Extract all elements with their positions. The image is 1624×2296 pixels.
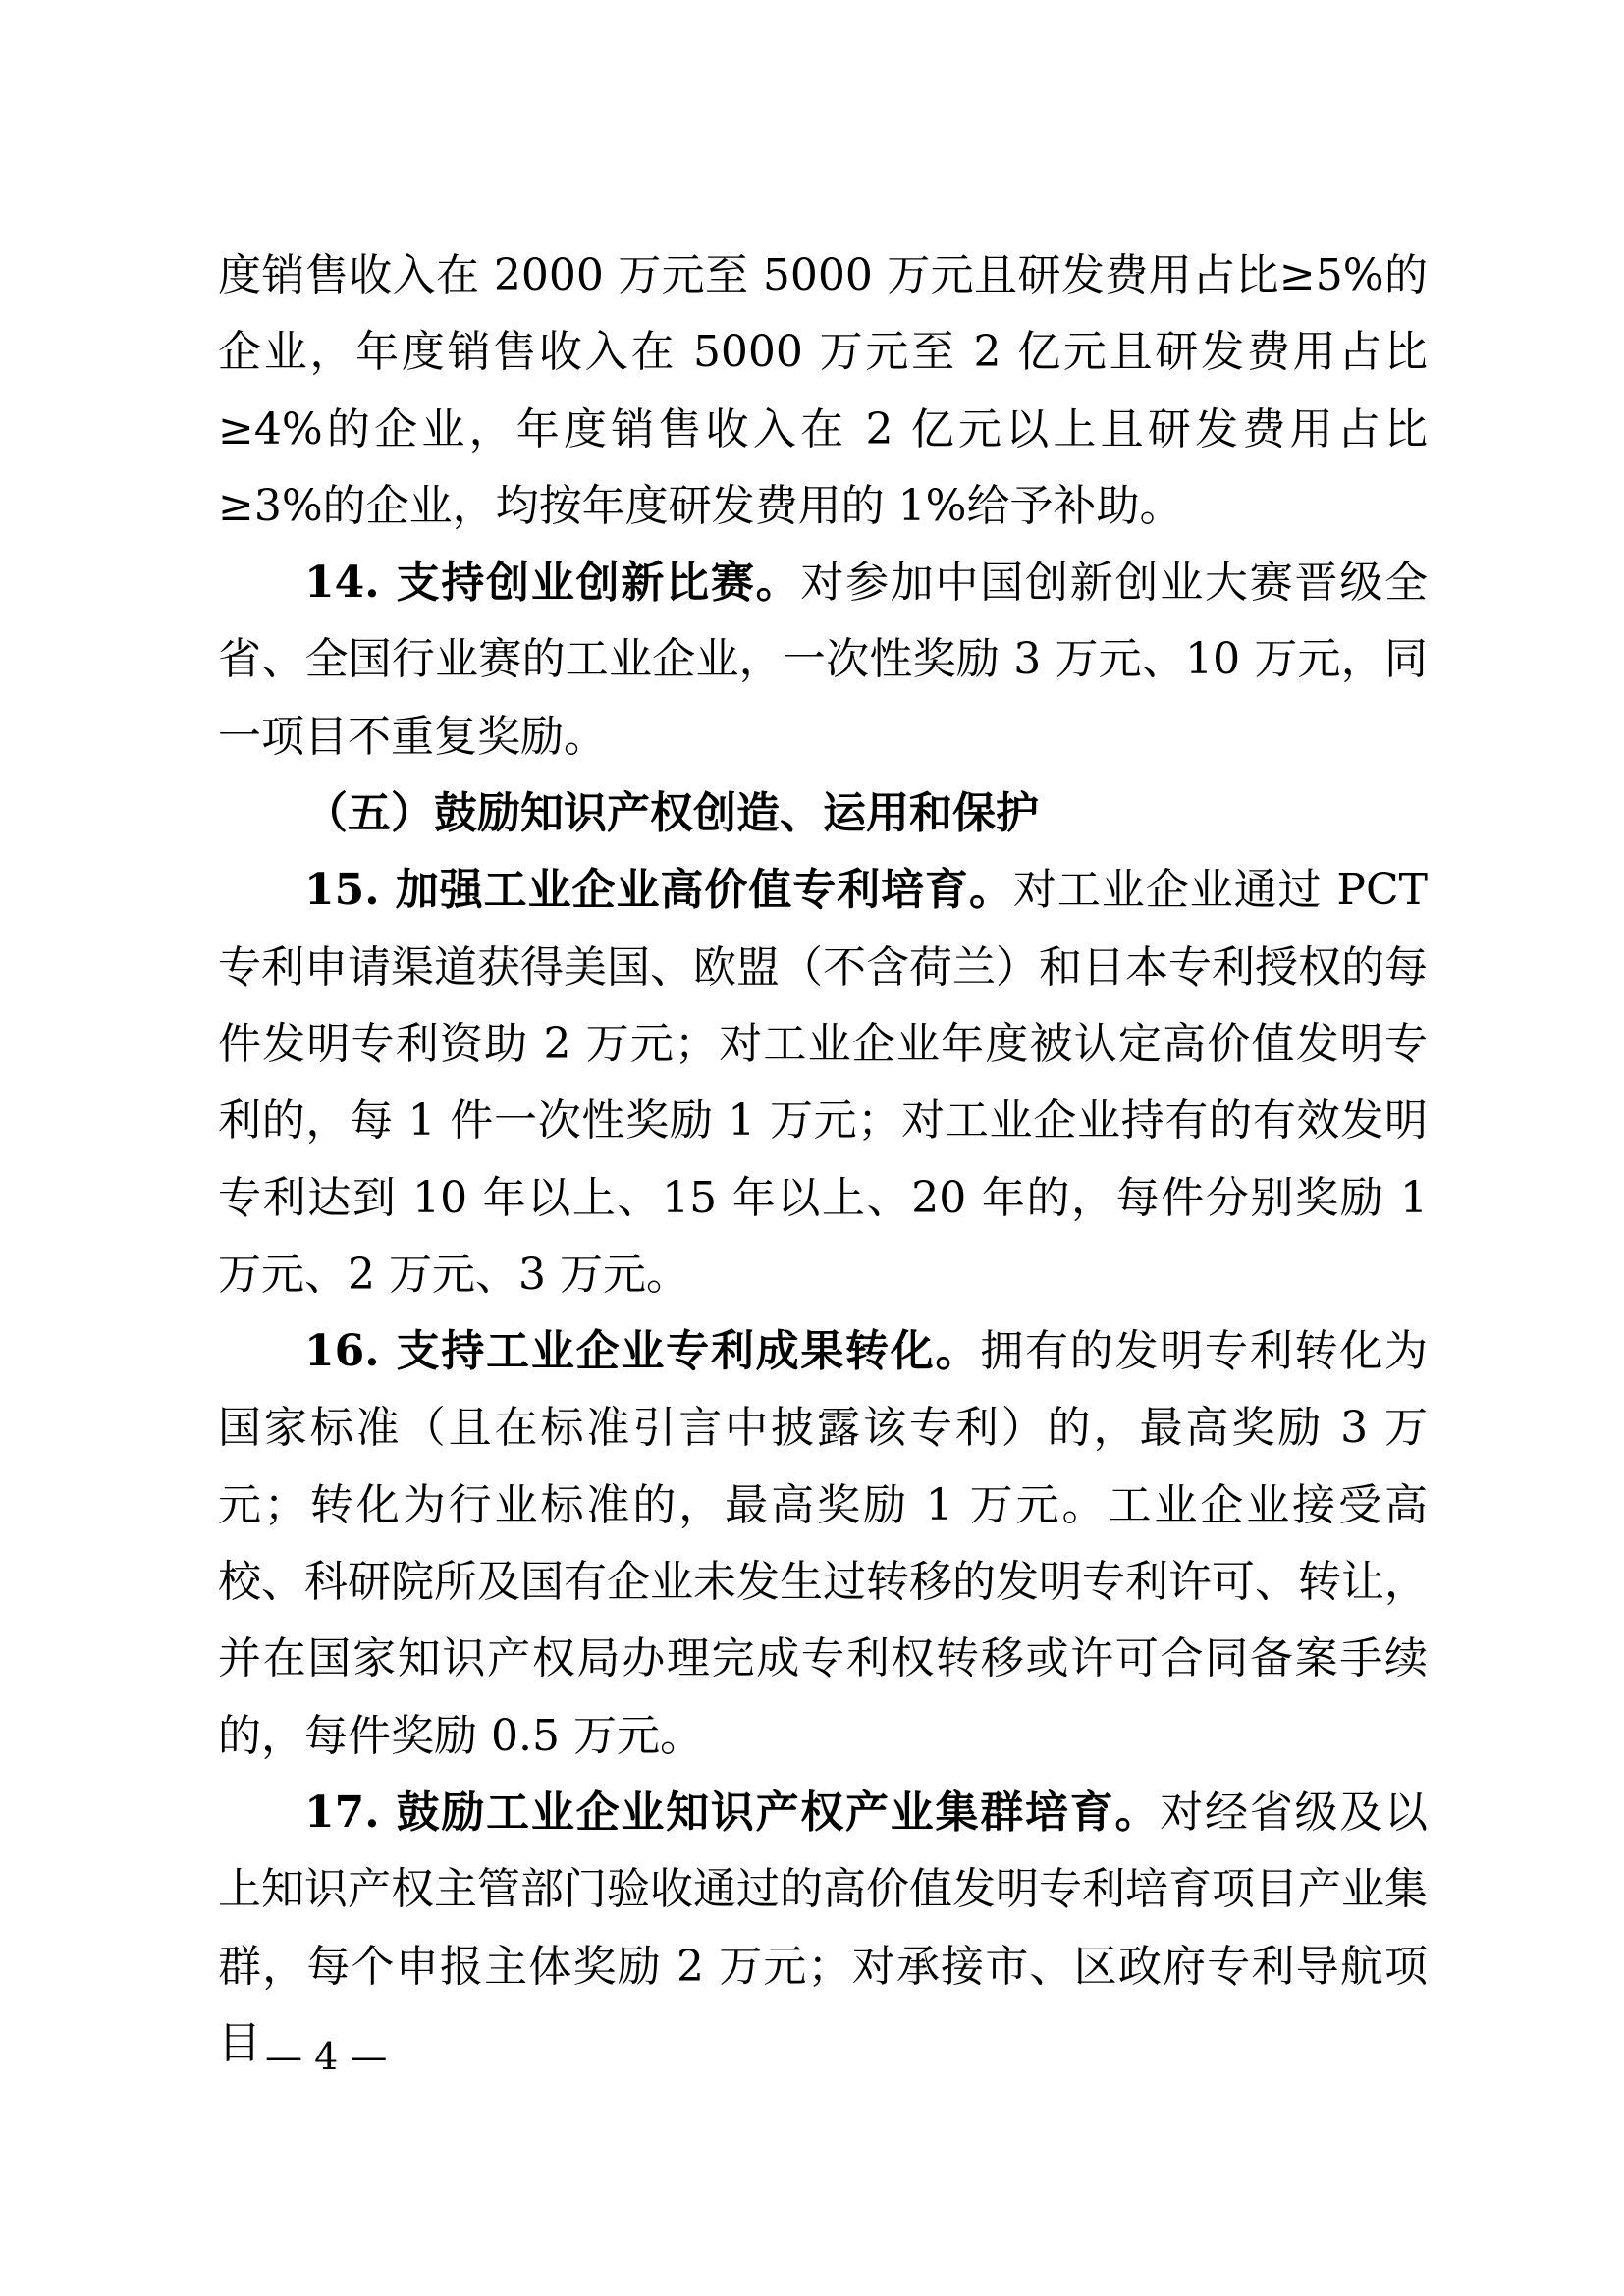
item-17-body: 对经省级及以上知识产权主管部门验收通过的高价值发明专利培育项目产业集群，每个申报主体奖励 2 万元；对承接市、区政府专利导航项目 (218, 1787, 1429, 2068)
continuation-paragraph (218, 238, 1428, 545)
item-16-paragraph (218, 1313, 1428, 1775)
item-15-paragraph (218, 852, 1428, 1313)
section-heading: （五）鼓励知识产权创造、运用和保护 (304, 788, 1039, 839)
continuation-text: 度销售收入在 2000 万元至 5000 万元且研发费用占比≥5%的企业，年度销售收入在 5000 万元至 2 亿元且研发费用占比≥4%的企业，年度销售收入在 2 亿元以上且研发费用占比≥3%的企业，均按年度研发费用的 1%给予补助。 (218, 250, 1428, 531)
page-number: — 4 — (265, 2035, 388, 2078)
item-15-body: 对工业企业通过 PCT 专利申请渠道获得美国、欧盟（不含荷兰）和日本专利授权的每件发明专利资助 2 万元；对工业企业年度被认定高价值发明专利的，每 1 件一次性奖励 1 万元；对工业企业持有的有效发明专利达到 10 年以上、15 年以上、20 年的，每件分别奖励 1 万元、2 万元、3 万元。 (218, 865, 1428, 1300)
item-16-title: 16. 支持工业企业专利成果转化。 (304, 1326, 981, 1377)
item-14-body: 对参加中国创新创业大赛晋级全省、全国行业赛的工业企业，一次性奖励 3 万元、10 万元，同一项目不重复奖励。 (218, 558, 1428, 762)
item-16-body: 拥有的发明专利转化为国家标准（且在标准引言中披露该专利）的，最高奖励 3 万元；转化为行业标准的，最高奖励 1 万元。工业企业接受高校、科研院所及国有企业未发生过转移的发明专利许可、转让，并在国家知识产权局办理完成专利权转移或许可合同备案手续的，每件奖励 0.5 万元。 (218, 1326, 1428, 1761)
item-14-title: 14. 支持创业创新比赛。 (304, 558, 801, 609)
item-14-paragraph (218, 545, 1428, 775)
item-17-paragraph (218, 1775, 1428, 2082)
body-text (218, 238, 1428, 2082)
item-17-title: 17. 鼓励工业企业知识产权产业集群培育。 (304, 1787, 1161, 1838)
item-15-title: 15. 加强工业企业高价值专利培育。 (304, 865, 1013, 916)
